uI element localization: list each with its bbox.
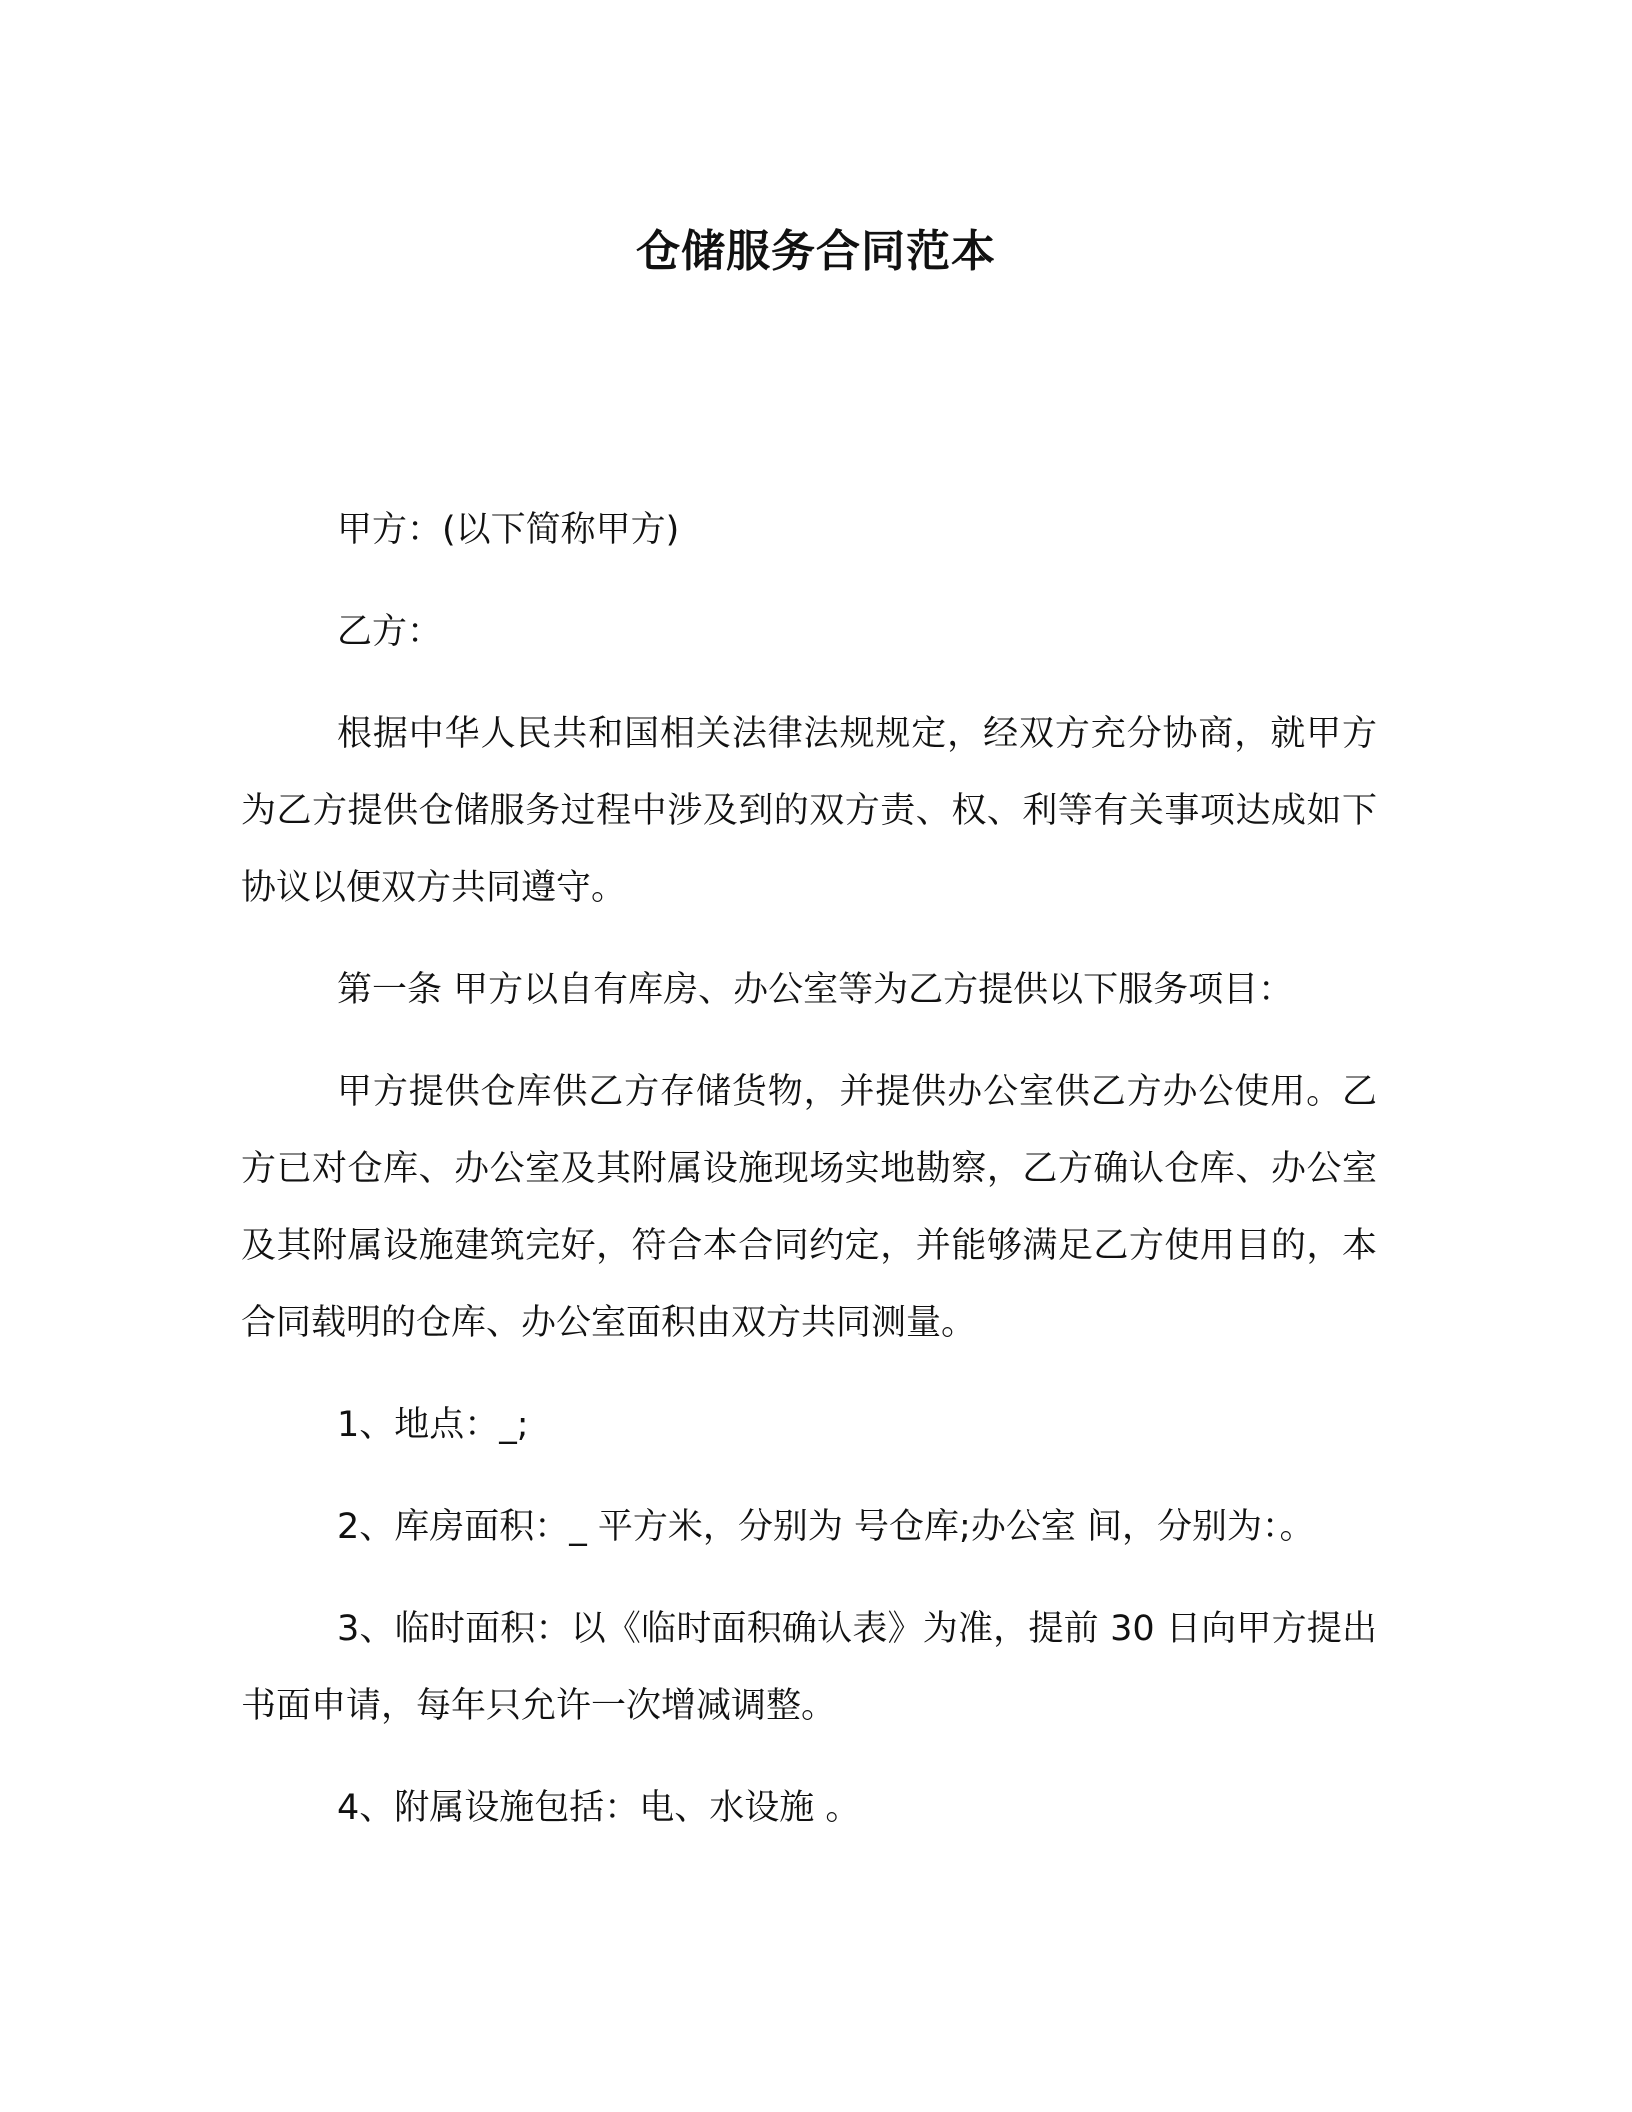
document-title: 仓储服务合同范本 <box>636 226 996 277</box>
item-location: 1、地点：_; <box>337 1405 529 1445</box>
party-a-line: 甲方：(以下简称甲方) <box>337 510 680 550</box>
item-warehouse-area: 2、库房面积：_ 平方米，分别为 号仓库;办公室 间，分别为：。 <box>337 1507 1315 1547</box>
article-one-paragraph: 甲方提供仓库供乙方存储货物，并提供办公室供乙方办公使用。乙方已对仓库、办公室及其附属设施现场实地勘察，乙方确认仓库、办公室及其附属设施建筑完好，符合本合同约定，并能够满足乙方使用目的，本合同载明的仓库、办公室面积由双方共同测量。 <box>241 1072 1377 1343</box>
item-ancillary-facilities: 4、附属设施包括：电、水设施 。 <box>337 1788 861 1828</box>
item-temporary-area: 3、临时面积：以《临时面积确认表》为准，提前 30 日向甲方提出书面申请，每年只允许一次增减调整。 <box>241 1609 1377 1726</box>
document-body <box>241 492 1377 1872</box>
preamble-paragraph: 根据中华人民共和国相关法律法规规定，经双方充分协商，就甲方为乙方提供仓储服务过程中涉及到的双方责、权、利等有关事项达成如下协议以便双方共同遵守。 <box>241 714 1377 908</box>
article-one-heading: 第一条 甲方以自有库房、办公室等为乙方提供以下服务项目： <box>337 970 1294 1010</box>
party-b-line: 乙方： <box>337 612 443 652</box>
